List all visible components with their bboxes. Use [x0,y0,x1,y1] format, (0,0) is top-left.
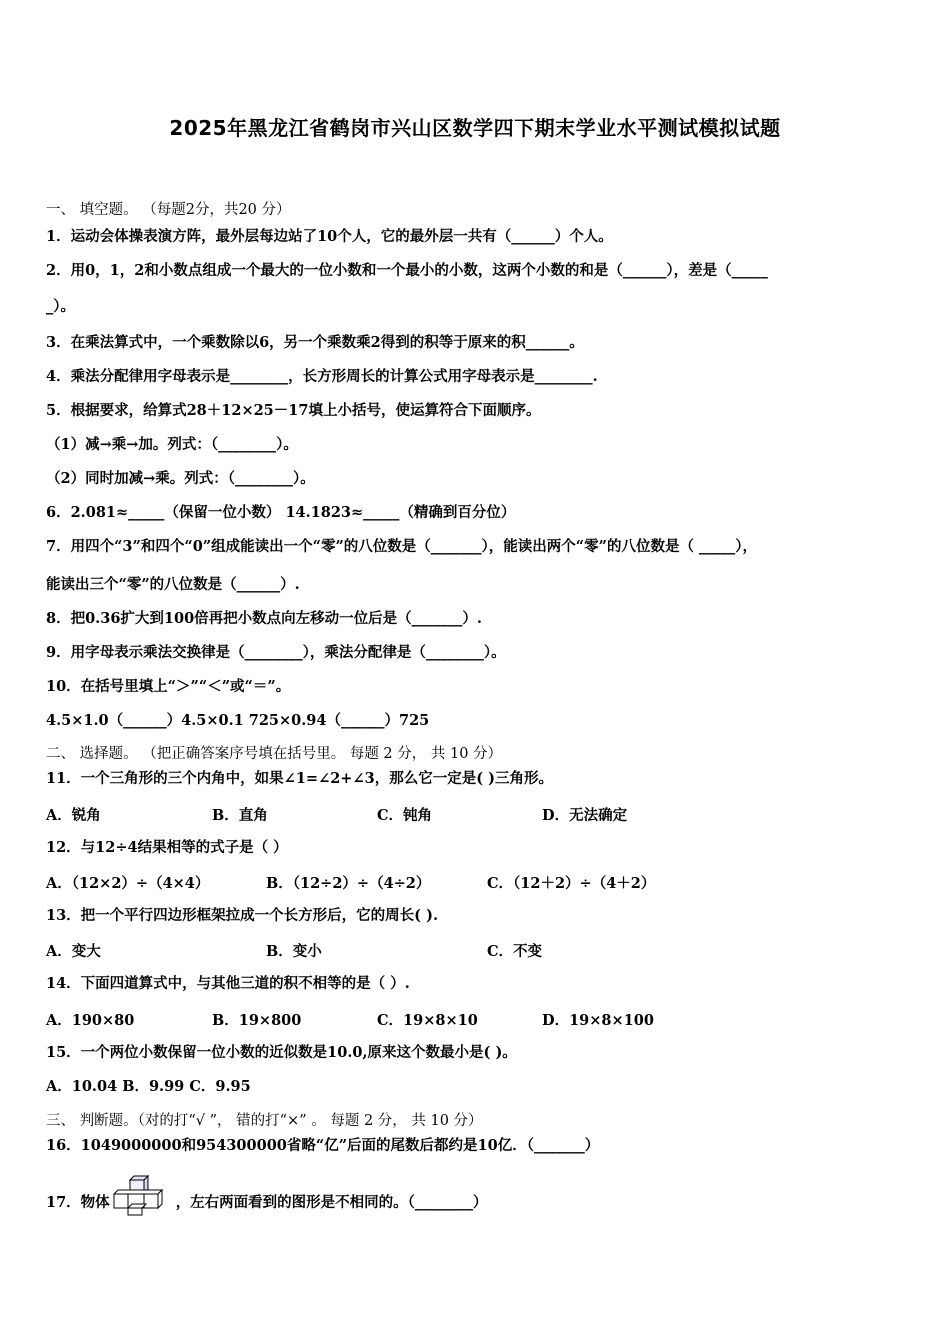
page-title: 2025年黑龙江省鹤岗市兴山区数学四下期末学业水平测试模拟试题 [169,116,781,140]
question-2: 2．用0，1，2和小数点组成一个最大的一位小数和一个最小的小数，这两个小数的和是（______），差是（_____ [46,262,768,279]
question-17-prefix: 17．物体 [46,1194,110,1211]
section-heading-true-false: 三、 判断题。（对的打“√ ”， 错的打“×” 。 每题 2 分， 共 10 分） [46,1113,483,1129]
question-11-options [46,804,906,824]
option-a: A．190×80 [46,1012,135,1029]
option-b: B．变小 [266,943,322,960]
question-14-options [46,1009,906,1029]
question-10: 10．在括号里填上“＞”“＜”或“＝”。 [46,678,291,695]
question-3: 3．在乘法算式中，一个乘数除以6，另一个乘数乘2得到的积等于原来的积______。 [46,334,584,351]
option-c: C．（12＋2）÷（4＋2） [487,875,656,892]
section-heading-multiple-choice: 二、 选择题。 （把正确答案序号填在括号里。 每题 2 分， 共 10 分） [46,746,503,762]
question-9: 9．用字母表示乘法交换律是（________），乘法分配律是（________）。 [46,644,506,661]
option-a: A．（12×2）÷（4×4） [46,875,210,892]
question-13-options [46,940,906,960]
option-a: A．锐角 [46,807,101,824]
option-c: C．不变 [487,943,543,960]
section-heading-fill-blank: 一、 填空题。 （每题2分，共20 分） [46,202,291,218]
question-5-part-1: （1）减→乘→加。列式：（________）。 [46,436,298,453]
question-15-options: A．10.04 B．9.99 C．9.95 [46,1078,251,1095]
question-11: 11．一个三角形的三个内角中，如果∠1=∠2+∠3，那么它一定是( )三角形。 [46,770,553,787]
question-6: 6．2.081≈_____（保留一位小数） 14.1823≈_____（精确到百分位） [46,504,516,521]
option-b: B．直角 [212,807,268,824]
question-17-text: ，左右两面看到的图形是不相同的。（________） [175,1194,488,1211]
question-12-options [46,872,906,892]
question-5: 5．根据要求，给算式28＋12×25－17填上小括号，使运算符合下面顺序。 [46,402,541,419]
question-7: 7．用四个“3”和四个“0”组成能读出一个“零”的八位数是（_______），能读出两个“零”的八位数是（ _____）， [46,538,758,555]
question-12: 12．与12÷4结果相等的式子是（ ） [46,839,288,856]
question-15: 15．一个两位小数保留一位小数的近似数是10.0,原来这个数最小是( )。 [46,1044,517,1061]
option-b: B．19×800 [212,1012,302,1029]
question-2-continued: _）。 [46,298,75,315]
question-10-comparisons: 4.5×1.0（______）4.5×0.1 725×0.94（______）725 [46,712,430,729]
question-8: 8．把0.36扩大到100倍再把小数点向左移动一位后是（_______）. [46,610,482,627]
question-4: 4．乘法分配律用字母表示是________，长方形周长的计算公式用字母表示是________. [46,368,598,385]
option-b: B．（12÷2）÷（4÷2） [266,875,431,892]
question-5-part-2: （2）同时加减→乘。列式：（________）。 [46,470,315,487]
question-14: 14．下面四道算式中，与其他三道的积不相等的是（ ）. [46,975,410,992]
option-d: D．19×8×100 [542,1012,654,1029]
option-d: D．无法确定 [542,807,628,824]
question-13: 13．把一个平行四边形框架拉成一个长方形后，它的周长( ). [46,907,438,924]
cube-stack-figure [112,1174,174,1216]
question-1: 1．运动会体操表演方阵，最外层每边站了10个人，它的最外层一共有（______）个人。 [46,228,613,245]
option-a: A．变大 [46,943,101,960]
question-17 [46,1182,487,1224]
option-c: C．钝角 [377,807,433,824]
question-7-continued: 能读出三个“零”的八位数是（______）. [46,576,300,593]
option-c: C．19×8×10 [377,1012,478,1029]
question-16: 16．1049000000和954300000省略“亿”后面的尾数后都约是10亿．（_______） [46,1137,600,1154]
